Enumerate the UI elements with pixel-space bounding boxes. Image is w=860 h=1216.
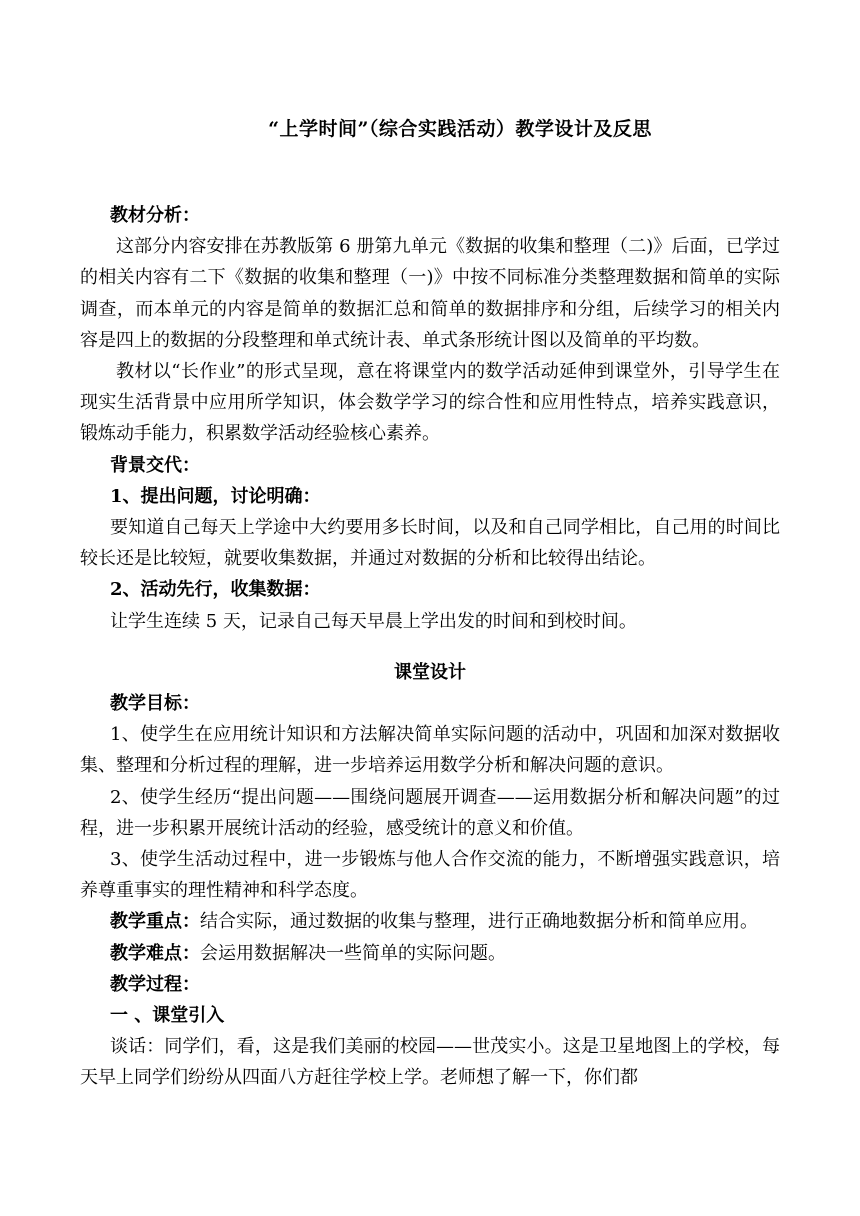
process-heading: 教学过程： (110, 973, 200, 995)
difficulty-paragraph (80, 938, 780, 969)
goal-item-3: 3、使学生活动过程中，进一步锻炼与他人合作交流的能力，不断增强实践意识，培养尊重事实的理性精神和科学态度。 (80, 849, 780, 902)
paragraph-textbook-analysis-2: 教材以“长作业”的形式呈现，意在将课堂内的数学活动延伸到课堂外，引导学生在现实生活背景中应用所学知识，体会数学学习的综合性和应用性特点，培养实践意识，锻炼动手能力，积累数学活动经验核心素养。 (80, 361, 780, 445)
goal-item-2: 2、使学生经历“提出问题——围绕问题展开调查——运用数据分析和解决问题”的过程，进一步积累开展统计活动的经验，感受统计的意义和价值。 (80, 786, 780, 839)
goal-item-1: 1、使学生在应用统计知识和方法解决简单实际问题的活动中，巩固和加深对数据收集、整理和分析过程的理解，进一步培养运用数学分析和解决问题的意识。 (80, 724, 780, 777)
difficulty-label: 教学难点： (110, 942, 200, 964)
intro-paragraph: 谈话：同学们，看，这是我们美丽的校园——世茂实小。这是卫星地图上的学校，每天早上同学们纷纷从四面八方赶往学校上学。老师想了解一下，你们都 (80, 1036, 780, 1089)
section-heading-textbook-analysis: 教材分析： (110, 205, 200, 226)
section-heading-background: 背景交代： (110, 454, 200, 476)
document-title: “上学时间”（综合实践活动）教学设计及反思 (268, 118, 652, 140)
step1-heading: 1、提出问题，讨论明确： (110, 485, 321, 507)
key-point-paragraph (80, 906, 780, 937)
goals-heading: 教学目标： (110, 693, 200, 715)
part1-heading: 一 、课堂引入 (110, 1005, 225, 1027)
spacer (80, 637, 780, 657)
document-body (80, 200, 780, 1094)
key-point-text: 结合实际，通过数据的收集与整理，进行正确地数据分析和简单应用。 (200, 911, 758, 933)
section-heading-class-design: 课堂设计 (394, 661, 466, 683)
step1-text: 要知道自己每天上学途中大约要用多长时间，以及和自己同学相比，自己用的时间比较长还是比较短，就要收集数据，并通过对数据的分析和比较得出结论。 (80, 517, 780, 570)
key-point-label: 教学重点： (110, 911, 200, 933)
difficulty-text: 会运用数据解决一些简单的实际问题。 (200, 942, 506, 964)
step2-heading: 2、活动先行，收集数据： (110, 579, 321, 601)
paragraph-textbook-analysis-1: 这部分内容安排在苏教版第 6 册第九单元《数据的收集和整理（二)》后面，已学过的相关内容有二下《数据的收集和整理（一)》中按不同标准分类整理数据和简单的实际调查，而本单元的内容是简单的数据汇总和简单的数据排序和分组，后续学习的相关内容是四上的数据的分段整理和单式统计表、单式条形统计图以及简单的平均数。 (80, 236, 780, 351)
step2-text: 让学生连续 5 天，记录自己每天早晨上学出发的时间和到校时间。 (110, 610, 637, 632)
